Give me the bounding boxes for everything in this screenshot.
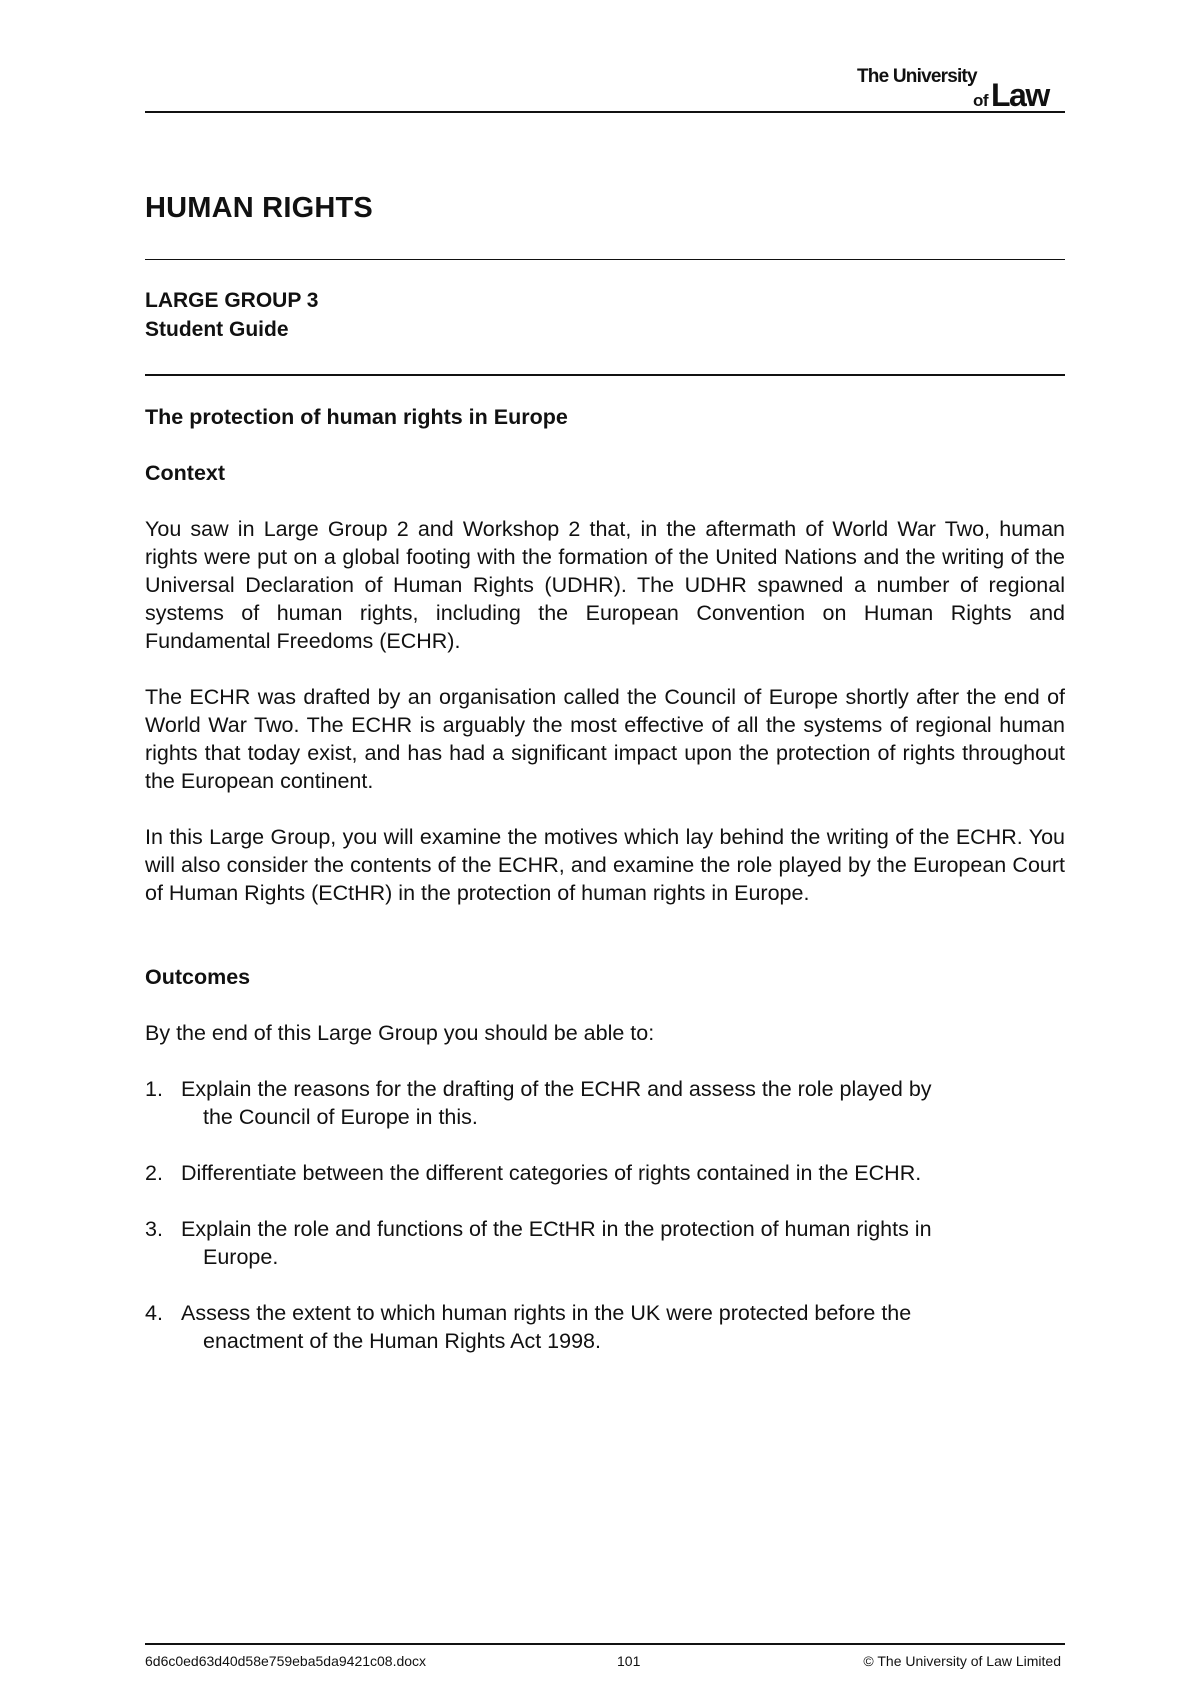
footer-divider [145,1643,1065,1645]
svg-text:Law: Law [991,77,1049,110]
svg-text:The University: The University [857,66,977,87]
title-divider [145,259,1065,260]
document-title: HUMAN RIGHTS [145,192,373,224]
outcome-line: Explain the reasons for the drafting of the ECHR and assess the role played by [181,1077,932,1101]
outcome-text [181,1299,1065,1355]
svg-text:of: of [973,91,989,110]
outcome-text [181,1215,1065,1271]
outcome-item [145,1299,1065,1355]
university-of-law-logo [855,62,1065,110]
outcomes-heading: Outcomes [145,965,251,989]
topic-heading: The protection of human rights in Europe [145,405,568,429]
outcome-line: Assess the extent to which human rights in the UK were protected before the [181,1301,912,1325]
outcome-text [181,1075,1065,1131]
outcome-number: 2. [145,1161,163,1185]
context-paragraph: The ECHR was drafted by an organisation called the Council of Europe shortly after the end of World War Two. The ECHR is arguably the most effective of all the systems of regional human rights that today exist, and has had a significant impact upon the protection of rights throughout the European continent. [145,685,1065,793]
outcome-line: Explain the role and functions of the ECtHR in the protection of human rights in [181,1217,932,1241]
outcomes-intro: By the end of this Large Group you should be able to: [145,1021,655,1045]
document-body [145,403,1065,1383]
header-divider [145,111,1065,113]
outcome-continuation: enactment of the Human Rights Act 1998. [203,1329,601,1353]
context-paragraph: You saw in Large Group 2 and Workshop 2 that, in the aftermath of World War Two, human rights were put on a global footing with the formation of the United Nations and the writing of the Universal Declaration of Human Rights (UDHR). The UDHR spawned a number of regional systems of human rights, including the European Convention on Human Rights and Fundamental Freedoms (ECHR). [145,517,1065,653]
outcome-continuation: the Council of Europe in this. [203,1105,478,1129]
outcome-text [181,1159,1065,1187]
footer-filename: 6d6c0ed63d40d58e759eba5da9421c08.docx [145,1653,427,1669]
outcome-item [145,1215,1065,1271]
footer-copyright: © The University of Law Limited [863,1653,1061,1669]
footer-page-number: 101 [617,1653,641,1669]
outcome-number: 1. [145,1077,163,1101]
outcomes-list [145,1075,1065,1355]
outcome-item [145,1159,1065,1187]
outcome-number: 4. [145,1301,163,1325]
outcome-continuation: Europe. [203,1245,279,1269]
context-heading: Context [145,461,226,485]
subheading-divider [145,374,1065,376]
large-group-label: LARGE GROUP 3 [145,289,319,312]
context-paragraph: In this Large Group, you will examine the motives which lay behind the writing of the ECHR. You will also consider the contents of the ECHR, and examine the role played by the European Court of Human Rights (ECtHR) in the protection of human rights in Europe. [145,825,1065,905]
outcome-item [145,1075,1065,1131]
outcome-line: Differentiate between the different categories of rights contained in the ECHR. [181,1161,922,1185]
outcome-number: 3. [145,1217,163,1241]
student-guide-label: Student Guide [145,318,289,341]
document-page [145,0,1065,1698]
